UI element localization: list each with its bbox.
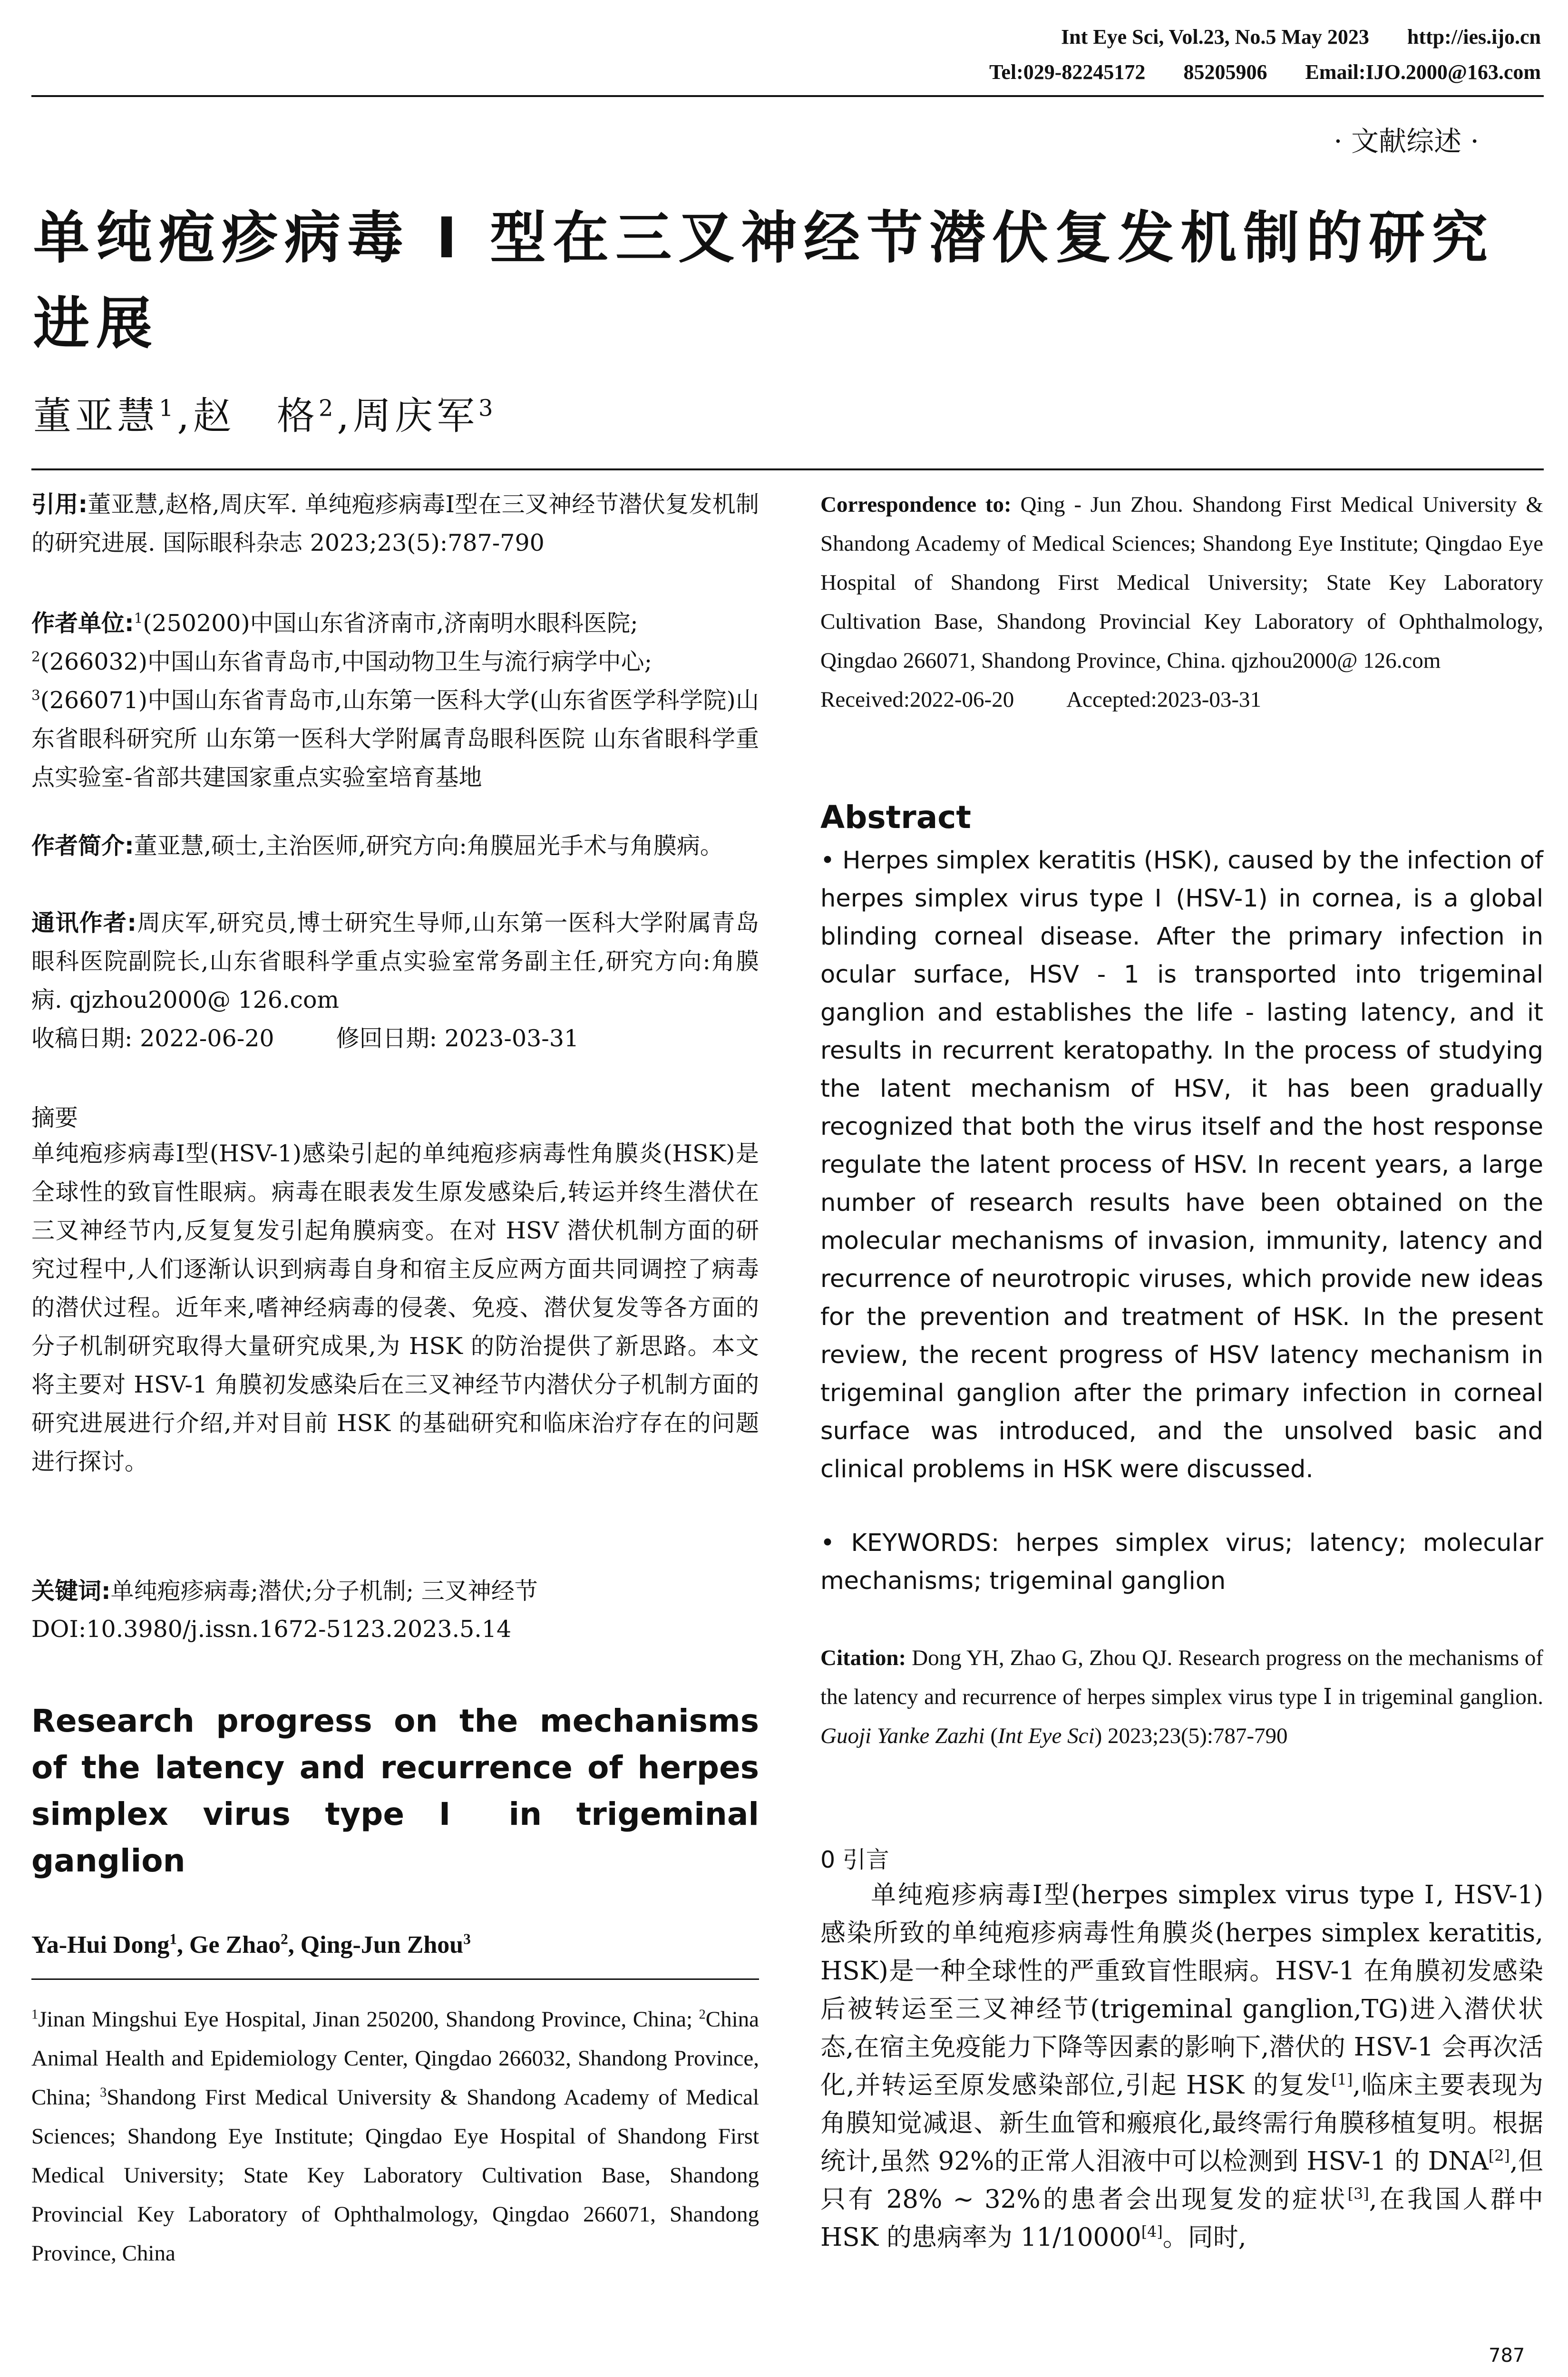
author-1: 董亚慧 [33, 394, 159, 438]
author-en-3: , Qing-Jun Zhou [288, 1931, 464, 1958]
affiliations-cn-label: 作者单位: [31, 610, 134, 637]
keywords-cn [31, 1572, 759, 1610]
author-en-1-sup: 1 [169, 1930, 177, 1948]
aff-en-3: Shandong First Medical University & Shandong Academy of Medical Sciences; Shandong Eye Institute; Qingdao Eye Hospital of Shandong First Medical University; State Key Laboratory Cultivation Base, Shandong Provincial Key Laboratory of Ophthalmology, Qingdao 266071, Shandong Province, China [31, 2085, 760, 2266]
authors-en [31, 1931, 759, 1959]
running-header [0, 25, 1541, 49]
aff-sup-3: 3 [31, 687, 40, 703]
affiliations-cn [31, 604, 759, 797]
intro-text-2: ,临床主要表现为角膜知觉减退、新生血管和瘢痕化,最终需行角膜移植复明。根据统计,虽然 92%的正常人泪液中可以检测到 HSV-1 的 DNA [820, 2071, 1543, 2176]
intro-text-5: 。同时, [1162, 2223, 1247, 2252]
intro-ref-1: [1] [1331, 2071, 1353, 2089]
abstract-en-text: • Herpes simplex keratitis (HSK), caused by the infection of herpes simplex virus type Ⅰ (HSV-1) in cornea, is a global blinding corneal disease. After the primary infection in ocular surface, HSV - 1 is transported into trigeminal ganglion and establishes the life - lasting latency, and it results in recurrent keratopathy. In the process of studying the latent mechanism of HSV, it has been gradually recognized that both the virus itself and the host response regulate the latent process of HSV. In recent years, a large number of research results have been obtained on the molecular mechanisms of invasion, immunity, latency and recurrence of neurotropic viruses, which provide new ideas for the prevention and treatment of HSK. In the present review, the recent progress of HSV latency mechanism in trigeminal ganglion after the primary infection in corneal surface was introduced, and the unsolved basic and clinical problems in HSK were discussed. [820, 847, 1543, 1483]
author-3-sup: 3 [478, 395, 497, 422]
intro-ref-3: [3] [1347, 2185, 1369, 2203]
citation-en [820, 1638, 1543, 1755]
accepted-en: Accepted:2023-03-31 [1066, 687, 1262, 712]
paper-title-cn: 单纯疱疹病毒 Ⅰ 型在三叉神经节潜伏复发机制的研究进展 [33, 205, 1495, 356]
citation-cn [31, 485, 759, 562]
contact-header [0, 60, 1541, 84]
revised-date-cn: 修回日期: 2023-03-31 [336, 1025, 579, 1052]
received-date-cn: 收稿日期: 2022-06-20 [31, 1025, 274, 1052]
corresponding-author-cn [31, 904, 759, 1019]
journal-info: Int Eye Sci, Vol.23, No.5 May 2023 [1061, 25, 1369, 49]
intro-text-4: ,在我国人群中 HSK 的患病率为 11/10000 [820, 2185, 1543, 2252]
paper-title-en: Research progress on the mechanisms of the latency and recurrence of herpes simplex virus type Ⅰ in trigeminal ganglion [31, 1703, 759, 1879]
citation-en-label: Citation: [820, 1646, 906, 1670]
dates-cn [31, 1019, 759, 1058]
aff-3: (266071)中国山东省青岛市,山东第一医科大学(山东省医学科学院)山东省眼科研究所 山东第一医科大学附属青岛眼科医院 山东省眼科学重点实验室-省部共建国家重点实验室培育基地 [31, 687, 759, 791]
tel: Tel:029-82245172 [989, 60, 1146, 84]
corresponding-cn-text: 周庆军,研究员,博士研究生导师,山东第一医科大学附属青岛眼科医院副院长,山东省眼科学重点实验室常务副主任,研究方向:角膜病. qjzhou2000@ 126.com [31, 909, 759, 1013]
correspondence-en [820, 485, 1543, 719]
correspondence-text: Qing - Jun Zhou. Shandong First Medical University & Shandong Academy of Medical Sciences; Shandong Eye Institute; Qingdao Eye Hospital of Shandong First Medical University; State Key Laboratory Cultivation Base, Shandong Provincial Key Laboratory of Ophthalmology, Qingdao 266071, Shandong Province, China. qjzhou2000@ 126.com [820, 492, 1543, 673]
correspondence-label: Correspondence to: [820, 492, 1012, 517]
author-en-1: Ya-Hui Dong [31, 1931, 170, 1958]
aff-1: (250200)中国山东省济南市,济南明水眼科医院; [143, 610, 638, 637]
author-bio [31, 827, 759, 865]
aff-en-sup-2: 2 [699, 2007, 706, 2022]
author-en-2: , Ge Zhao [177, 1931, 281, 1958]
tel-2: 85205906 [1183, 60, 1267, 84]
author-2-sup: 2 [318, 395, 337, 422]
aff-en-sup-3: 3 [100, 2085, 107, 2100]
author-en-3-sup: 3 [463, 1930, 471, 1948]
citation-cn-label: 引用: [31, 491, 88, 518]
aff-en-2: China Animal Health and Epidemiology Center, Qingdao 266032, Shandong Province, China; [31, 2007, 759, 2110]
section-tag: · 文献综述 · [1334, 125, 1479, 157]
bio-text: 董亚慧,硕士,主治医师,研究方向:角膜屈光手术与角膜病。 [134, 832, 723, 859]
received-en: Received:2022-06-20 [820, 687, 1014, 712]
authors-cn [33, 385, 497, 440]
author-1-sup: 1 [159, 395, 177, 422]
intro-text-3: ,但只有 28% ~ 32%的患者会出现复发的症状 [820, 2147, 1543, 2214]
email: Email:IJO.2000@163.com [1305, 60, 1541, 84]
citation-en-journal-abbr: Int Eye Sci [998, 1724, 1095, 1748]
page-number: 787 [1489, 2345, 1525, 2367]
authors-en-rule [31, 1978, 759, 1980]
keywords-en: • KEYWORDS: herpes simplex virus; latency; molecular mechanisms; trigeminal ganglion [820, 1529, 1543, 1595]
header-rule [31, 95, 1544, 97]
intro-heading: 0 引言 [820, 1846, 889, 1873]
bio-label: 作者简介: [31, 832, 134, 859]
keywords-cn-label: 关键词: [31, 1578, 111, 1605]
intro-ref-4: [4] [1141, 2223, 1163, 2241]
intro-paragraph [820, 1876, 1543, 2257]
aff-2: (266032)中国山东省青岛市,中国动物卫生与流行病学中心; [40, 648, 653, 675]
corresponding-cn-label: 通讯作者: [31, 909, 136, 936]
aff-sup-1: 1 [134, 610, 143, 626]
author-3: ,周庆军 [337, 394, 478, 438]
affiliations-en [31, 2000, 759, 2273]
author-en-2-sup: 2 [281, 1930, 288, 1948]
citation-en-text: Dong YH, Zhao G, Zhou QJ. Research progress on the mechanisms of the latency and recurrence of herpes simplex virus type Ⅰ in trigeminal ganglion. [820, 1646, 1543, 1709]
author-2: ,赵 格 [177, 394, 319, 438]
citation-cn-text: 董亚慧,赵格,周庆军. 单纯疱疹病毒Ⅰ型在三叉神经节潜伏复发机制的研究进展. 国际眼科杂志 2023;23(5):787-790 [31, 491, 759, 556]
title-rule [31, 468, 1544, 470]
abstract-en-heading: Abstract [820, 799, 971, 836]
aff-sup-2: 2 [31, 648, 40, 665]
abstract-cn-heading: 摘要 [31, 1104, 78, 1131]
intro-ref-2: [2] [1488, 2147, 1510, 2165]
citation-en-volume: ) 2023;23(5):787-790 [1094, 1724, 1288, 1748]
citation-en-journal: Guoji Yanke Zazhi [820, 1724, 985, 1748]
journal-url: http://ies.ijo.cn [1407, 25, 1541, 49]
citation-en-sep: ( [984, 1724, 998, 1748]
intro-text-1: 单纯疱疹病毒Ⅰ型(herpes simplex virus type Ⅰ, HSV-1)感染所致的单纯疱疹病毒性角膜炎(herpes simplex keratitis, HSK)是一种全球性的严重致盲性眼病。HSV-1 在角膜初发感染后被转运至三叉神经节(trigeminal ganglion,TG)进入潜伏状态,在宿主免疫能力下降等因素的影响下,潜伏的 HSV-1 会再次活化,并转运至原发感染部位,引起 HSK 的复发 [820, 1880, 1543, 2100]
doi: DOI:10.3980/j.issn.1672-5123.2023.5.14 [31, 1616, 512, 1643]
abstract-cn-text: 单纯疱疹病毒Ⅰ型(HSV-1)感染引起的单纯疱疹病毒性角膜炎(HSK)是全球性的致盲性眼病。病毒在眼表发生原发感染后,转运并终生潜伏在三叉神经节内,反复复发引起角膜病变。在对 HSV 潜伏机制方面的研究过程中,人们逐渐认识到病毒自身和宿主反应两方面共同调控了病毒的潜伏过程。近年来,嗜神经病毒的侵袭、免疫、潜伏复发等各方面的分子机制研究取得大量研究成果,为 HSK 的防治提供了新思路。本文将主要对 HSV-1 角膜初发感染后在三叉神经节内潜伏分子机制方面的研究进展进行介绍,并对目前 HSK 的基础研究和临床治疗存在的问题进行探讨。 [31, 1140, 759, 1475]
keywords-cn-text: 单纯疱疹病毒;潜伏;分子机制; 三叉神经节 [110, 1578, 538, 1605]
aff-en-1: Jinan Mingshui Eye Hospital, Jinan 250200, Shandong Province, China; [38, 2007, 699, 2032]
aff-en-sup-1: 1 [31, 2007, 39, 2022]
